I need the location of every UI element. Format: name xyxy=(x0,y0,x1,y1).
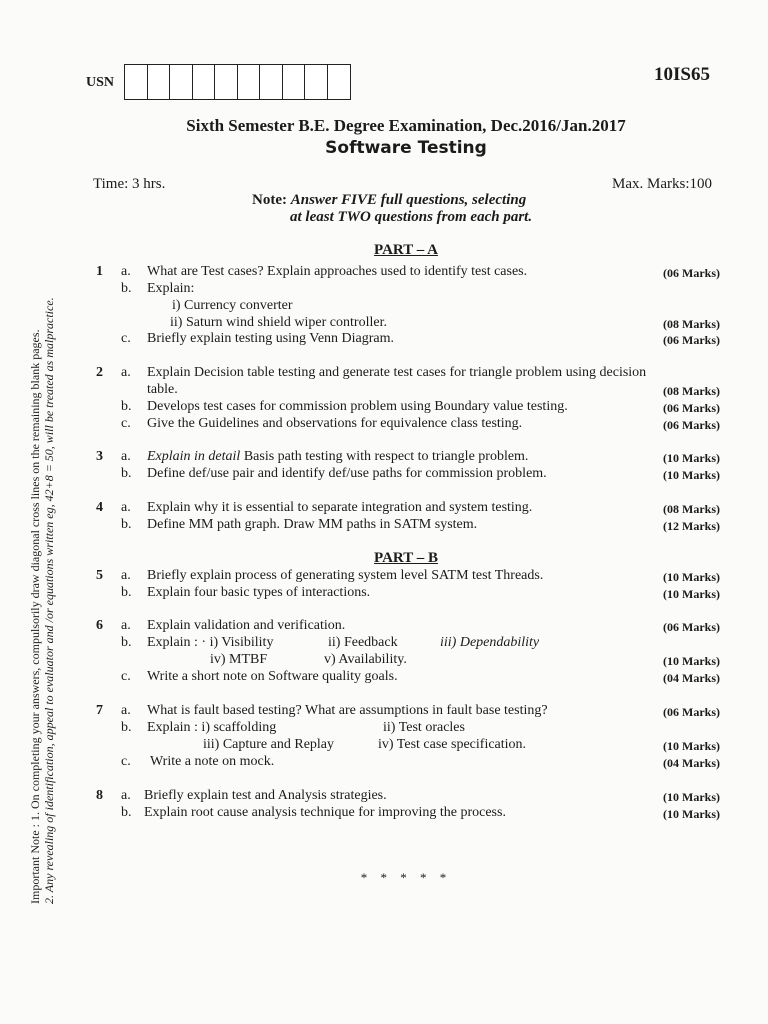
exam-time: Time: 3 hrs. xyxy=(93,176,166,192)
question-number: 5 xyxy=(96,568,103,583)
question-text: Write a short note on Software quality goals. xyxy=(147,669,398,684)
end-stars: * * * * * xyxy=(360,870,452,885)
part-a-heading: PART – A xyxy=(374,242,438,258)
question-text: Explain four basic types of interactions. xyxy=(147,585,371,600)
question-emphasis: Explain in detail xyxy=(147,449,241,464)
max-marks: Max. Marks:100 xyxy=(612,176,712,192)
question-number: 8 xyxy=(96,788,103,803)
sub-label: a. xyxy=(121,500,131,515)
question-number: 7 xyxy=(96,703,103,718)
question-text: Explain: xyxy=(147,281,195,296)
question-text: Briefly explain test and Analysis strategies. xyxy=(144,788,387,803)
side-note-line-2: 2. Any revealing of identification, appeal to evaluator and /or equations written eg, 42+8 = 50, will be treated as malpractice. xyxy=(42,297,56,904)
part-b-heading: PART – B xyxy=(374,550,438,566)
sub-label: a. xyxy=(121,568,131,583)
question-text xyxy=(147,449,528,465)
question-subitem: iii) Capture and Replay xyxy=(203,737,335,752)
marks: (06 Marks) xyxy=(663,401,720,415)
sub-label: b. xyxy=(121,517,132,532)
subject-title: Software Testing xyxy=(325,138,487,158)
question-text: Briefly explain testing using Venn Diagram. xyxy=(147,331,395,346)
marks: (12 Marks) xyxy=(663,519,720,533)
marks: (06 Marks) xyxy=(663,333,720,347)
question-text: What are Test cases? Explain approaches used to identify test cases. xyxy=(147,264,528,279)
note-label: Note: xyxy=(252,192,287,208)
question-text-continued: table. xyxy=(147,382,178,397)
question-text: Explain Decision table testing and generate test cases for triangle problem using decision xyxy=(147,365,647,380)
question-number: 3 xyxy=(96,449,103,464)
question-text: Explain validation and verification. xyxy=(147,618,346,633)
question-text: Explain : i) scaffolding xyxy=(147,720,277,735)
sub-label: c. xyxy=(121,331,131,346)
usn-box-row xyxy=(124,64,349,100)
marks: (08 Marks) xyxy=(663,384,720,398)
instructions-note xyxy=(252,192,592,226)
marks: (06 Marks) xyxy=(663,418,720,432)
usn-digit-box[interactable] xyxy=(192,64,216,100)
sub-label: b. xyxy=(121,635,132,650)
marks: (10 Marks) xyxy=(663,468,720,482)
sub-label: a. xyxy=(121,264,131,279)
marks: (10 Marks) xyxy=(663,654,720,668)
marks: (10 Marks) xyxy=(663,587,720,601)
question-subitem: ii) Test oracles xyxy=(383,720,465,735)
sub-label: c. xyxy=(121,416,131,431)
sub-label: b. xyxy=(121,281,132,296)
paper-code: 10IS65 xyxy=(654,64,710,85)
usn-digit-box[interactable] xyxy=(214,64,238,100)
marks: (10 Marks) xyxy=(663,807,720,821)
marks: (06 Marks) xyxy=(663,705,720,719)
marks: (10 Marks) xyxy=(663,739,720,753)
question-subitem: iv) Test case specification. xyxy=(378,737,527,752)
question-subitem: iv) MTBF xyxy=(210,652,268,667)
question-subitem: iii) Dependability xyxy=(440,635,540,650)
marks: (10 Marks) xyxy=(663,570,720,584)
question-text: What is fault based testing? What are assumptions in fault base testing? xyxy=(147,703,548,718)
sub-label: a. xyxy=(121,618,131,633)
question-number: 2 xyxy=(96,365,103,380)
question-subitem: ii) Feedback xyxy=(328,635,398,650)
question-text: Explain why it is essential to separate integration and system testing. xyxy=(147,500,533,515)
marks: (04 Marks) xyxy=(663,756,720,770)
note-line-1: Answer FIVE full questions, selecting xyxy=(290,192,527,208)
question-subitem: i) Currency converter xyxy=(172,298,293,313)
sub-label: b. xyxy=(121,399,132,414)
usn-digit-box[interactable] xyxy=(327,64,351,100)
usn-digit-box[interactable] xyxy=(282,64,306,100)
question-text: Write a note on mock. xyxy=(150,754,275,769)
question-text: Briefly explain process of generating system level SATM test Threads. xyxy=(147,568,544,583)
question-text: Give the Guidelines and observations for equivalence class testing. xyxy=(147,416,523,431)
question-number: 1 xyxy=(96,264,103,279)
usn-label: USN xyxy=(86,75,115,90)
sub-label: a. xyxy=(121,788,131,803)
marks: (10 Marks) xyxy=(663,790,720,804)
sub-label: a. xyxy=(121,365,131,380)
question-number: 6 xyxy=(96,618,103,633)
sub-label: b. xyxy=(121,585,132,600)
question-subitem: ii) Saturn wind shield wiper controller. xyxy=(170,315,387,330)
side-note-line-1: Important Note : 1. On completing your answers, compulsorily draw diagonal cross lines on the remaining blank pages. xyxy=(28,329,42,904)
question-text: Develops test cases for commission problem using Boundary value testing. xyxy=(147,399,568,414)
marks: (04 Marks) xyxy=(663,671,720,685)
marks: (08 Marks) xyxy=(663,317,720,331)
marks: (10 Marks) xyxy=(663,451,720,465)
marks: (06 Marks) xyxy=(663,620,720,634)
question-text: Explain root cause analysis technique for improving the process. xyxy=(144,805,506,820)
question-text: Define MM path graph. Draw MM paths in SATM system. xyxy=(147,517,478,532)
usn-digit-box[interactable] xyxy=(304,64,328,100)
sub-label: b. xyxy=(121,720,132,735)
sub-label: a. xyxy=(121,449,131,464)
usn-digit-box[interactable] xyxy=(169,64,193,100)
sub-label: b. xyxy=(121,466,132,481)
question-text-rest: Basis path testing with respect to triangle problem. xyxy=(240,449,529,464)
sub-label: c. xyxy=(121,669,131,684)
marks: (08 Marks) xyxy=(663,502,720,516)
note-line-2: at least TWO questions from each part. xyxy=(290,209,533,225)
exam-title: Sixth Semester B.E. Degree Examination, Dec.2016/Jan.2017 xyxy=(186,116,626,135)
sub-label: b. xyxy=(121,805,132,820)
usn-digit-box[interactable] xyxy=(124,64,148,100)
sub-label: a. xyxy=(121,703,131,718)
question-number: 4 xyxy=(96,500,103,515)
sub-label: c. xyxy=(121,754,131,769)
usn-digit-box[interactable] xyxy=(147,64,171,100)
usn-digit-box[interactable] xyxy=(237,64,261,100)
marks: (06 Marks) xyxy=(663,266,720,280)
question-text: Explain : · i) Visibility xyxy=(147,635,274,650)
question-subitem: v) Availability. xyxy=(324,652,407,667)
question-text: Define def/use pair and identify def/use paths for commission problem. xyxy=(147,466,547,481)
usn-digit-box[interactable] xyxy=(259,64,283,100)
